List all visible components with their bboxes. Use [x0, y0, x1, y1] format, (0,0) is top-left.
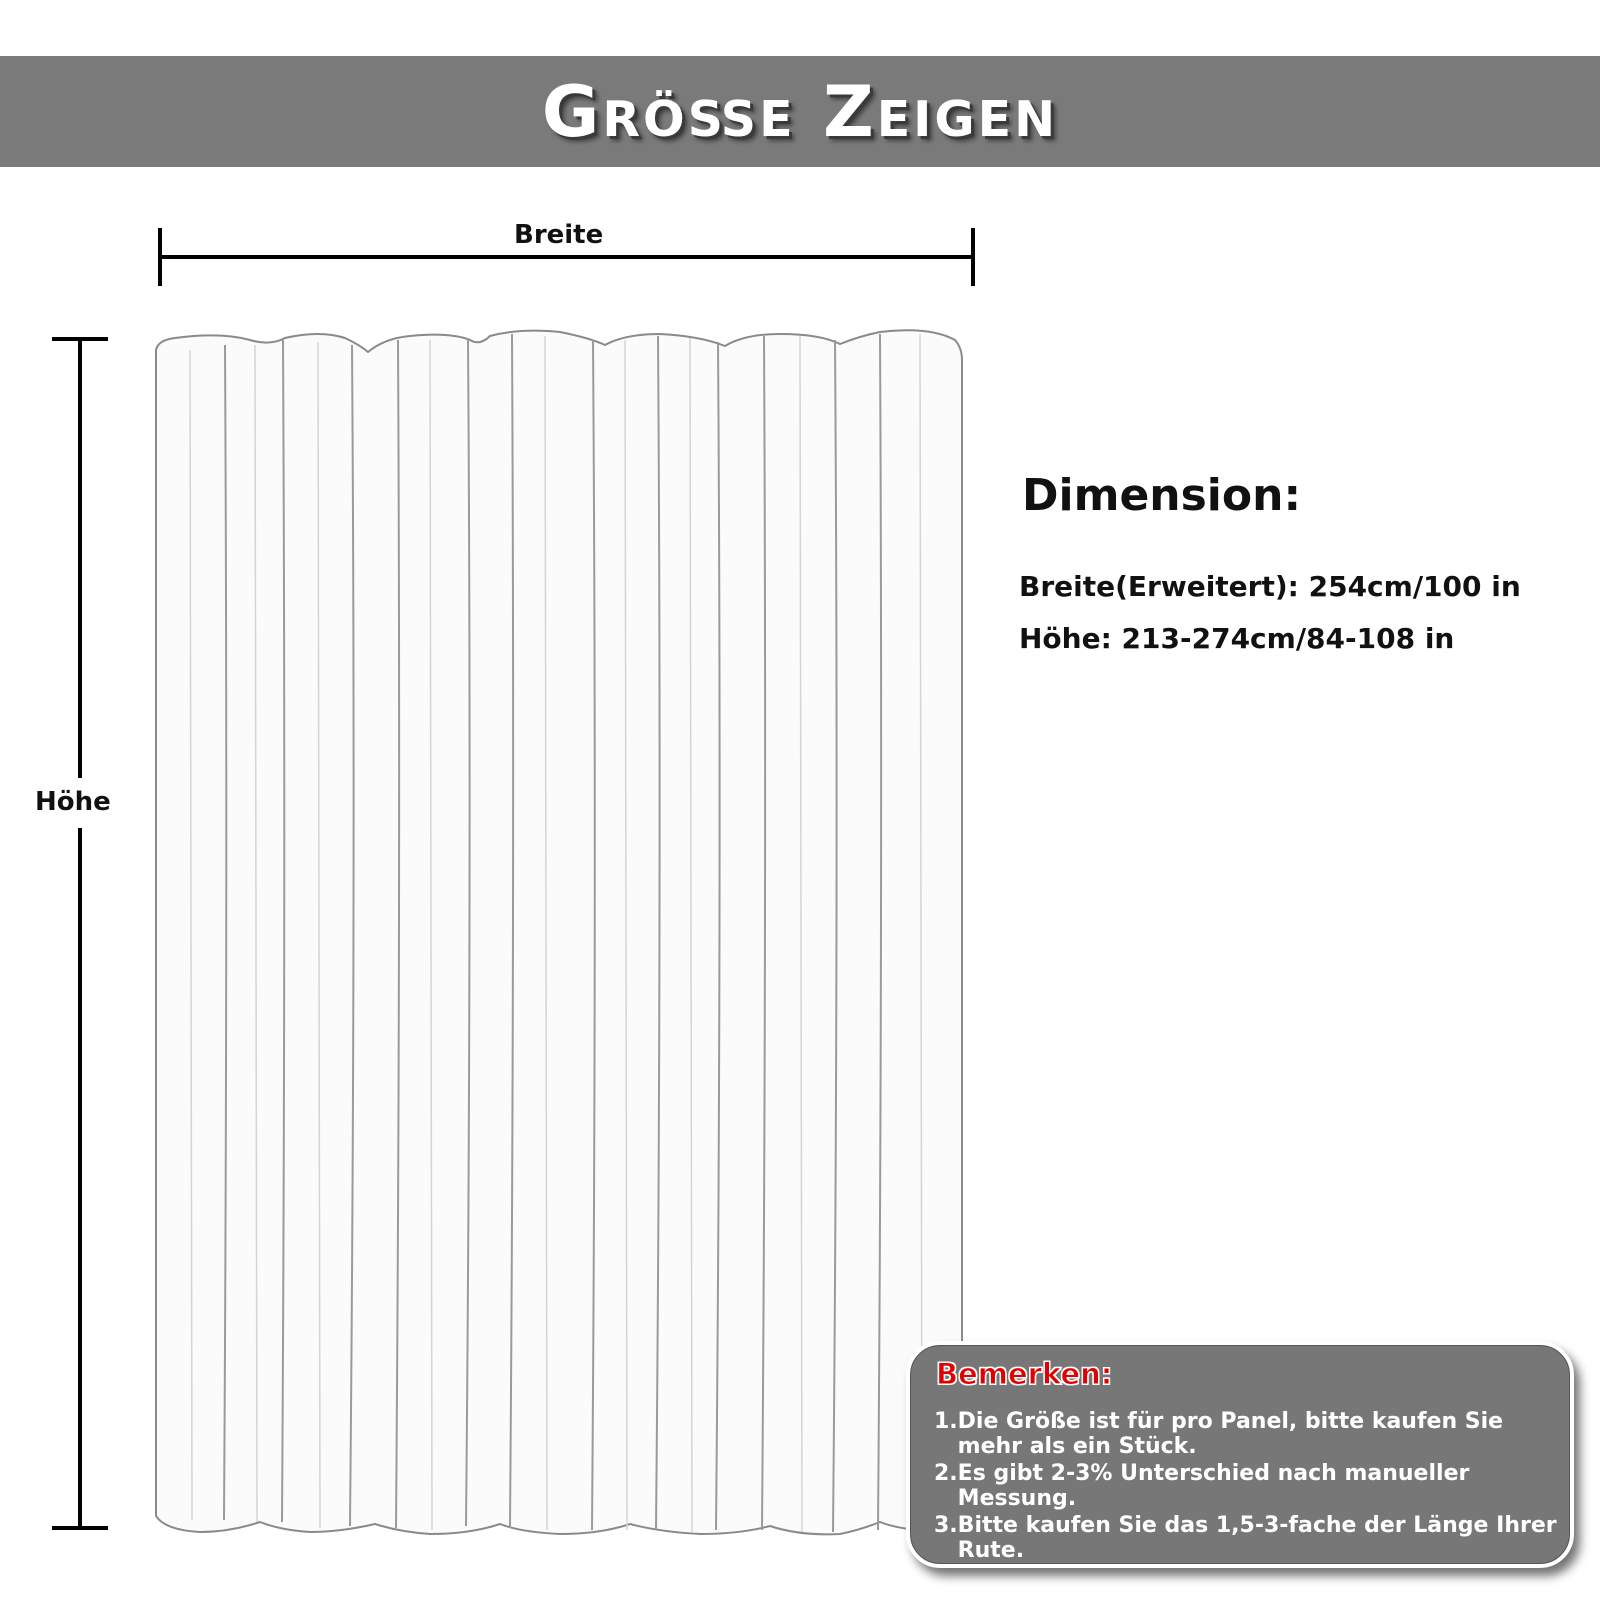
curtain-panel	[156, 330, 962, 1534]
dimension-heading: Dimension:	[1022, 470, 1302, 521]
note-text: Es gibt 2-3% Unterschied nach manueller Messung.	[957, 1461, 1470, 1511]
note-item	[934, 1409, 1566, 1459]
note-number: 3.	[934, 1513, 958, 1538]
height-dimension-line	[52, 339, 108, 1528]
height-label: Höhe	[35, 787, 111, 817]
page-title: Größe Zeigen	[541, 70, 1059, 153]
note-item	[934, 1513, 1566, 1563]
notes-box	[906, 1341, 1574, 1568]
notes-list	[934, 1409, 1566, 1565]
note-number: 2.	[934, 1461, 958, 1486]
note-item	[934, 1461, 1566, 1511]
note-text: Die Größe ist für pro Panel, bitte kaufen Sie mehr als ein Stück.	[957, 1409, 1504, 1459]
note-number: 1.	[934, 1409, 958, 1434]
notes-title: Bemerken:	[936, 1357, 1113, 1391]
width-label: Breite	[514, 220, 604, 250]
dimension-height: Höhe: 213-274cm/84-108 in	[1019, 622, 1455, 655]
note-text: Bitte kaufen Sie das 1,5-3-fache der Länge Ihrer Rute.	[957, 1513, 1557, 1563]
dimension-width: Breite(Erweitert): 254cm/100 in	[1019, 570, 1521, 603]
